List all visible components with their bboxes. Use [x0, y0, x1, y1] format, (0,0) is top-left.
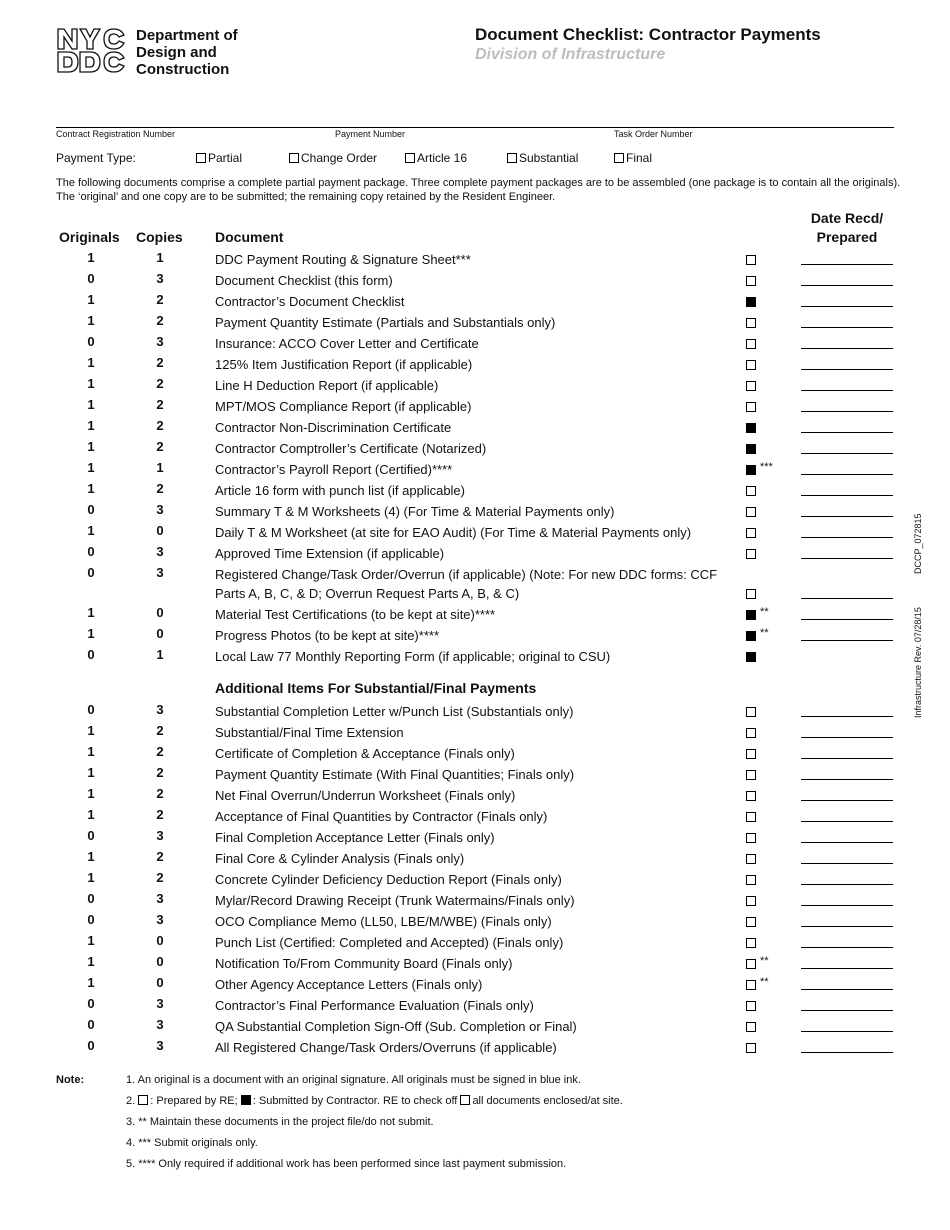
originals-count: 1: [87, 786, 95, 801]
copies-count: 3: [156, 1038, 164, 1053]
checklist-row: [0, 912, 950, 932]
date-received-line[interactable]: [801, 640, 893, 641]
checklist-row: [0, 954, 950, 974]
document-name: Contractor’s Document Checklist: [215, 294, 405, 309]
checklist-row: [0, 723, 950, 743]
payment-type-change-order[interactable]: [289, 151, 377, 165]
document-name: Insurance: ACCO Cover Letter and Certificate: [215, 336, 479, 351]
originals-count: 1: [87, 397, 95, 412]
checklist-row: [0, 334, 950, 354]
copies-count: 2: [156, 744, 164, 759]
checklist-row: [0, 376, 950, 396]
document-checkbox[interactable]: [746, 528, 756, 538]
filled-box-icon: [241, 1095, 251, 1105]
copies-count: 2: [156, 807, 164, 822]
originals-count: 1: [87, 765, 95, 780]
date-received-line[interactable]: [801, 537, 893, 538]
copies-count: 3: [156, 334, 164, 349]
date-received-line[interactable]: [801, 1010, 893, 1011]
checklist-row: [0, 250, 950, 270]
document-name: Certificate of Completion & Acceptance (Finals only): [215, 746, 515, 761]
copies-count: 3: [156, 502, 164, 517]
checklist-row: [0, 502, 950, 522]
checkbox[interactable]: [614, 153, 624, 163]
checkbox[interactable]: [196, 153, 206, 163]
date-received-line[interactable]: [801, 758, 893, 759]
document-name: Mylar/Record Drawing Receipt (Trunk Watermains/Finals only): [215, 893, 575, 908]
document-name: Other Agency Acceptance Letters (Finals only): [215, 977, 483, 992]
org-line: Construction: [136, 61, 230, 78]
checklist-row: [0, 849, 950, 869]
document-name: Daily T & M Worksheet (at site for EAO Audit) (For Time & Material Payments only): [215, 525, 692, 540]
originals-count: 1: [87, 870, 95, 885]
copies-count: 2: [156, 376, 164, 391]
document-checkbox[interactable]: [746, 791, 756, 801]
nyc-ddc-logo-mark: [56, 27, 128, 75]
column-originals: Originals: [59, 229, 120, 245]
document-checkbox[interactable]: [746, 875, 756, 885]
date-received-line[interactable]: [801, 411, 893, 412]
date-received-line[interactable]: [801, 516, 893, 517]
copies-count: 0: [156, 605, 164, 620]
copies-count: 2: [156, 439, 164, 454]
copies-count: 1: [156, 460, 164, 475]
checklist-row: [0, 565, 950, 601]
checklist-row: [0, 418, 950, 438]
document-checkbox[interactable]: [746, 833, 756, 843]
footnote-stars: **: [760, 606, 769, 618]
originals-count: 0: [87, 647, 95, 662]
copies-count: 3: [156, 565, 164, 580]
copies-count: 2: [156, 292, 164, 307]
copies-count: 3: [156, 828, 164, 843]
originals-count: 0: [87, 1017, 95, 1032]
checklist-row: [0, 744, 950, 764]
copies-count: 0: [156, 954, 164, 969]
checklist-row: [0, 996, 950, 1016]
checklist-row: [0, 523, 950, 543]
form-revision: Infrastructure Rev. 07/28/15: [913, 607, 923, 718]
date-received-line[interactable]: [801, 968, 893, 969]
date-received-line[interactable]: [801, 306, 893, 307]
option-label: Article 16: [417, 151, 468, 165]
option-label: Substantial: [519, 151, 579, 165]
originals-count: 1: [87, 933, 95, 948]
date-received-line[interactable]: [801, 598, 893, 599]
checklist-row: [0, 460, 950, 480]
document-name: Punch List (Certified: Completed and Accepted) (Finals only): [215, 935, 564, 950]
document-name: Article 16 form with punch list (if applicable): [215, 483, 465, 498]
originals-count: 0: [87, 912, 95, 927]
document-name: MPT/MOS Compliance Report (if applicable): [215, 399, 472, 414]
copies-count: 2: [156, 870, 164, 885]
document-name: DDC Payment Routing & Signature Sheet***: [215, 252, 471, 267]
checklist-row: [0, 271, 950, 291]
originals-count: 1: [87, 250, 95, 265]
originals-count: 1: [87, 439, 95, 454]
originals-count: 0: [87, 565, 95, 580]
document-checkbox[interactable]: [746, 770, 756, 780]
document-name: Summary T & M Worksheets (4) (For Time & Material Payments only): [215, 504, 615, 519]
date-received-line[interactable]: [801, 453, 893, 454]
org-name: [136, 27, 238, 78]
checklist-row: [0, 647, 950, 667]
note-2-num: 2.: [126, 1095, 136, 1107]
note-2-text: all documents enclosed/at site.: [472, 1095, 623, 1107]
option-label: Change Order: [301, 151, 378, 165]
org-line: Department of: [136, 27, 238, 44]
notes-heading: Note:: [56, 1074, 85, 1086]
document-name: Substantial Completion Letter w/Punch List (Substantials only): [215, 704, 574, 719]
originals-count: 1: [87, 313, 95, 328]
checklist-row: [0, 355, 950, 375]
checklist-row: [0, 786, 950, 806]
checklist-row: [0, 605, 950, 625]
checklist-row: [0, 765, 950, 785]
document-checkbox[interactable]: [746, 917, 756, 927]
empty-box-icon: [138, 1095, 148, 1105]
originals-count: 0: [87, 891, 95, 906]
org-line: Design and: [136, 44, 217, 61]
originals-count: 1: [87, 481, 95, 496]
copies-count: 2: [156, 313, 164, 328]
document-checkbox[interactable]: [746, 980, 756, 990]
document-checkbox[interactable]: [746, 896, 756, 906]
document-checkbox[interactable]: [746, 255, 756, 265]
copies-count: 3: [156, 544, 164, 559]
copies-count: 1: [156, 647, 164, 662]
date-received-line[interactable]: [801, 716, 893, 717]
form-code: DCCP_072815: [913, 513, 923, 574]
document-name: Substantial/Final Time Extension: [215, 725, 404, 740]
document-checkbox[interactable]: [746, 854, 756, 864]
checklist-row: [0, 626, 950, 646]
copies-count: 2: [156, 397, 164, 412]
date-received-line[interactable]: [801, 369, 893, 370]
document-name: Material Test Certifications (to be kept at site)****: [215, 607, 496, 622]
checklist-row: [0, 975, 950, 995]
date-received-line[interactable]: [801, 989, 893, 990]
footnote-stars: **: [760, 955, 769, 967]
date-received-line[interactable]: [801, 947, 893, 948]
document-checkbox[interactable]: [746, 276, 756, 286]
note-2-text: : Prepared by RE;: [150, 1095, 238, 1107]
document-name: Registered Change/Task Order/Overrun (if applicable) (Note: For new DDC forms: CCF Parts A, B, C, & D; Overrun Request Parts A, B, & C): [215, 567, 718, 601]
copies-count: 0: [156, 523, 164, 538]
document-checkbox[interactable]: [746, 507, 756, 517]
copies-count: 2: [156, 355, 164, 370]
document-checkbox[interactable]: [746, 707, 756, 717]
checklist-row: [0, 870, 950, 890]
date-received-line[interactable]: [801, 800, 893, 801]
date-received-line[interactable]: [801, 905, 893, 906]
originals-count: 1: [87, 605, 95, 620]
checklist-row: [0, 292, 950, 312]
document-checkbox[interactable]: [746, 631, 756, 641]
document-checkbox[interactable]: [746, 465, 756, 475]
column-date-line: Prepared: [816, 229, 878, 245]
copies-count: 2: [156, 481, 164, 496]
column-copies: Copies: [136, 229, 183, 245]
originals-count: 0: [87, 996, 95, 1011]
document-name: Document Checklist (this form): [215, 273, 393, 288]
checkbox[interactable]: [289, 153, 299, 163]
copies-count: 1: [156, 250, 164, 265]
document-name: Payment Quantity Estimate (With Final Quantities; Finals only): [215, 767, 575, 782]
document-name: Net Final Overrun/Underrun Worksheet (Finals only): [215, 788, 516, 803]
payment-type-final[interactable]: [614, 151, 652, 165]
note-4: 4. *** Submit originals only.: [126, 1137, 258, 1149]
originals-count: 0: [87, 702, 95, 717]
column-document: Document: [215, 229, 284, 245]
checklist-row: [0, 933, 950, 953]
date-received-line[interactable]: [801, 285, 893, 286]
checkbox[interactable]: [405, 153, 415, 163]
date-received-line[interactable]: [801, 842, 893, 843]
document-name: Contractor’s Final Performance Evaluation (Finals only): [215, 998, 534, 1013]
copies-count: 2: [156, 786, 164, 801]
document-name: Progress Photos (to be kept at site)****: [215, 628, 440, 643]
note-1: 1. An original is a document with an original signature. All originals must be signed in blue ink.: [126, 1074, 581, 1086]
document-name: 125% Item Justification Report (if applicable): [215, 357, 473, 372]
option-label: Partial: [208, 151, 243, 165]
originals-count: 1: [87, 418, 95, 433]
additional-items-heading: Additional Items For Substantial/Final Payments: [215, 680, 537, 696]
copies-count: 3: [156, 271, 164, 286]
nyc-ddc-logo: [56, 27, 256, 77]
date-received-line[interactable]: [801, 327, 893, 328]
note-5: 5. **** Only required if additional work has been performed since last payment submission.: [126, 1158, 567, 1170]
document-checkbox[interactable]: [746, 423, 756, 433]
checklist-row: [0, 397, 950, 417]
document-name: Concrete Cylinder Deficiency Deduction Report (Finals only): [215, 872, 562, 887]
checklist-row: [0, 544, 950, 564]
copies-count: 2: [156, 723, 164, 738]
originals-count: 1: [87, 460, 95, 475]
date-received-line[interactable]: [801, 264, 893, 265]
checklist-row: [0, 1017, 950, 1037]
document-checkbox[interactable]: [746, 381, 756, 391]
document-checkbox[interactable]: [746, 1022, 756, 1032]
copies-count: 3: [156, 702, 164, 717]
copies-count: 0: [156, 975, 164, 990]
document-name: QA Substantial Completion Sign-Off (Sub. Completion or Final): [215, 1019, 577, 1034]
empty-box-icon: [460, 1095, 470, 1105]
document-name: Local Law 77 Monthly Reporting Form (if applicable; original to CSU): [215, 649, 611, 664]
originals-count: 1: [87, 954, 95, 969]
copies-count: 3: [156, 996, 164, 1011]
payment-type-article-16[interactable]: [405, 151, 467, 165]
document-name: Contractor’s Payroll Report (Certified)****: [215, 462, 453, 477]
date-received-line[interactable]: [801, 1052, 893, 1053]
document-name: Line H Deduction Report (if applicable): [215, 378, 439, 393]
date-received-line[interactable]: [801, 926, 893, 927]
originals-count: 1: [87, 849, 95, 864]
page-subtitle: Division of Infrastructure: [475, 46, 666, 63]
column-date-line: Date Recd/: [810, 210, 884, 226]
intro-text: The following documents comprise a complete partial payment package. Three complete payment packages are to be assembled (one package is to contain all the originals). The ‘original’ and one copy are to be submitted; the remaining copy retained by the Resident Engineer.: [56, 177, 901, 203]
date-received-line[interactable]: [801, 821, 893, 822]
originals-count: 1: [87, 355, 95, 370]
originals-count: 1: [87, 523, 95, 538]
document-checkbox[interactable]: [746, 297, 756, 307]
document-name: All Registered Change/Task Orders/Overruns (if applicable): [215, 1040, 557, 1055]
originals-count: 1: [87, 376, 95, 391]
document-checkbox[interactable]: [746, 749, 756, 759]
copies-count: 2: [156, 849, 164, 864]
document-checkbox[interactable]: [746, 728, 756, 738]
document-name: Acceptance of Final Quantities by Contractor (Finals only): [215, 809, 548, 824]
checklist-row: [0, 1038, 950, 1058]
page-title: Document Checklist: Contractor Payments: [475, 25, 821, 44]
document-checkbox[interactable]: [746, 959, 756, 969]
date-received-line[interactable]: [801, 863, 893, 864]
copies-count: 0: [156, 626, 164, 641]
document-checkbox[interactable]: [746, 486, 756, 496]
originals-count: 0: [87, 1038, 95, 1053]
contract-registration-field[interactable]: Contract Registration Number: [56, 129, 176, 139]
document-name: Payment Quantity Estimate (Partials and Substantials only): [215, 315, 556, 330]
payment-type-label: Payment Type:: [56, 151, 136, 165]
document-name: Contractor Comptroller’s Certificate (Notarized): [215, 441, 487, 456]
copies-count: 2: [156, 765, 164, 780]
originals-count: 1: [87, 975, 95, 990]
originals-count: 0: [87, 271, 95, 286]
document-name: Contractor Non-Discrimination Certificate: [215, 420, 452, 435]
originals-count: 0: [87, 334, 95, 349]
originals-count: 0: [87, 544, 95, 559]
document-checkbox[interactable]: [746, 652, 756, 662]
originals-count: 1: [87, 292, 95, 307]
date-received-line[interactable]: [801, 432, 893, 433]
document-checkbox[interactable]: [746, 360, 756, 370]
document-checkbox[interactable]: [746, 589, 756, 599]
checklist-row: [0, 891, 950, 911]
copies-count: 3: [156, 1017, 164, 1032]
document-checkbox[interactable]: [746, 339, 756, 349]
checklist-row: [0, 481, 950, 501]
document-name: Notification To/From Community Board (Finals only): [215, 956, 513, 971]
date-received-line[interactable]: [801, 474, 893, 475]
copies-count: 3: [156, 912, 164, 927]
checklist-row: [0, 807, 950, 827]
note-3: 3. ** Maintain these documents in the project file/do not submit.: [126, 1116, 434, 1128]
originals-count: 0: [87, 828, 95, 843]
date-received-line[interactable]: [801, 390, 893, 391]
document-name: Approved Time Extension (if applicable): [215, 546, 445, 561]
payment-number-field[interactable]: Payment Number: [335, 129, 406, 139]
document-checkbox[interactable]: [746, 610, 756, 620]
document-checkbox[interactable]: [746, 1043, 756, 1053]
date-received-line[interactable]: [801, 495, 893, 496]
date-received-line[interactable]: [801, 619, 893, 620]
footnote-stars: **: [760, 976, 769, 988]
note-2: [126, 1095, 623, 1107]
checklist-row: [0, 439, 950, 459]
task-order-field[interactable]: Task Order Number: [614, 129, 693, 139]
document-name: Final Completion Acceptance Letter (Finals only): [215, 830, 495, 845]
date-received-line[interactable]: [801, 737, 893, 738]
date-received-line[interactable]: [801, 884, 893, 885]
document-checkbox[interactable]: [746, 318, 756, 328]
document-checkbox[interactable]: [746, 938, 756, 948]
payment-type-substantial[interactable]: [507, 151, 578, 165]
date-received-line[interactable]: [801, 348, 893, 349]
originals-count: 1: [87, 744, 95, 759]
checklist-row: [0, 702, 950, 722]
document-name: Final Core & Cylinder Analysis (Finals only): [215, 851, 465, 866]
document-checkbox[interactable]: [746, 444, 756, 454]
checklist-row: [0, 828, 950, 848]
footnote-stars: ***: [760, 461, 773, 473]
date-received-line[interactable]: [801, 779, 893, 780]
document-checkbox[interactable]: [746, 402, 756, 412]
document-checkbox[interactable]: [746, 812, 756, 822]
checklist-row: [0, 313, 950, 333]
checkbox[interactable]: [507, 153, 517, 163]
copies-count: 3: [156, 891, 164, 906]
date-received-line[interactable]: [801, 1031, 893, 1032]
originals-count: 1: [87, 626, 95, 641]
originals-count: 0: [87, 502, 95, 517]
note-2-text: : Submitted by Contractor. RE to check off: [252, 1095, 458, 1107]
date-received-line[interactable]: [801, 558, 893, 559]
document-checkbox[interactable]: [746, 1001, 756, 1011]
copies-count: 2: [156, 418, 164, 433]
option-label: Final: [626, 151, 653, 165]
payment-type-partial[interactable]: [196, 151, 242, 165]
fields-rule: [56, 127, 894, 128]
originals-count: 1: [87, 723, 95, 738]
originals-count: 1: [87, 807, 95, 822]
column-date: [800, 209, 894, 247]
document-checkbox[interactable]: [746, 549, 756, 559]
footnote-stars: **: [760, 627, 769, 639]
copies-count: 0: [156, 933, 164, 948]
document-name: OCO Compliance Memo (LL50, LBE/M/WBE) (Finals only): [215, 914, 552, 929]
